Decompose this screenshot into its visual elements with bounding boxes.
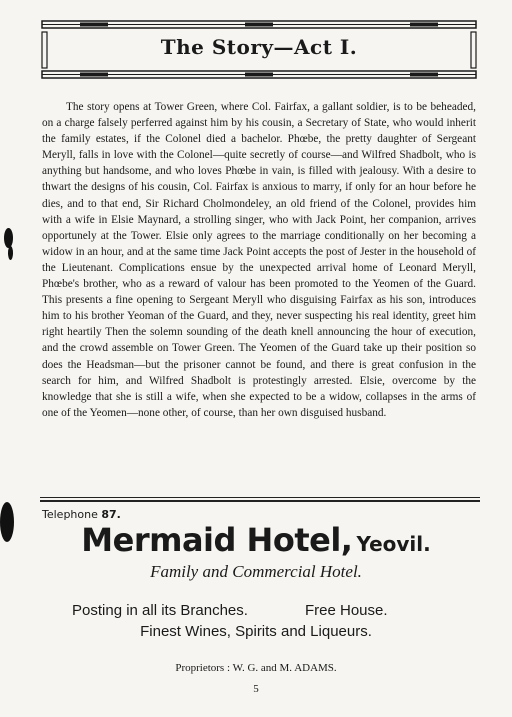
hotel-heading [0,521,512,559]
ink-blot [4,228,13,248]
telephone-number: 87. [101,508,121,521]
page-number: 5 [253,683,259,695]
posting-text: Posting in all its Branches. [72,602,248,619]
hotel-subtitle: Family and Commercial Hotel. [150,562,362,581]
free-house-text: Free House. [305,602,388,619]
proprietors-text: Proprietors : W. G. and M. ADAMS. [175,662,337,674]
title-frame [40,20,478,80]
page-title: The Story—Act I. [160,35,358,59]
story-paragraph: The story opens at Tower Green, where Col. Fairfax, a gallant soldier, is to be beheaded, on a charge falsely perferred against him by his cousin, a Secretary of State, who would inherit the family estates, if the Colonel died a bachelor. Phœbe, the pretty daughter of Sergeant Meryll, falls in love with the Colonel—quite secretly of course—and Wilfred Shadbolt, who is anything but handsome, and who loves Phœbe in vain, is filled with jealousy. With a desire to thwart the designs of his cousin, Col. Fairfax is anxious to marry, if only for an hour before he dies, and to that end, Sir Richard Cholmondeley, an old friend of the Colonel, provides him with a wife in Elsie Maynard, a strolling singer, who with Jack Point, her companion, arrives opportunely at the Tower. Elsie only agrees to the marriage conditionally on her becoming a widow in an hour, and at the same time Jack Point accepts the post of Jester in the household of the Lieutenant. Complications ensue by the unexpected arrival home of Leonard Meryll, Phœbe's brother, who as a reward of valour has been promoted to the Yeomen of the Guard. This presents a fine opening to Sergeant Meryll who disguising Fairfax as his son, introduces him to his brother Yeoman of the Guard, and they, never suspecting his real identity, greet him right heartily Then the solemn sounding of the death knell announcing the hour of execution, and the crowd assemble on Tower Green. The Yeomen of the Guard take up their position so does the Headsman—but the prisoner cannot be found, and there is great confusion in the search for him, and Wilfred Shadbolt is protestingly arrested. Elsie, overcome by the knowledge that she is still a wife, when she expected to be a widow, collapses in the arms of one of the Yeomen—none other, of course, than her own disguised husband. [42,101,476,419]
divider-rule [40,500,480,502]
telephone-label: Telephone [42,508,98,521]
telephone-line [42,508,121,521]
ink-blot [8,246,13,260]
wines-text: Finest Wines, Spirits and Liqueurs. [140,623,372,640]
hotel-name: Mermaid Hotel, [81,521,353,559]
divider-rule [40,497,480,498]
hotel-town: Yeovil. [356,532,431,556]
